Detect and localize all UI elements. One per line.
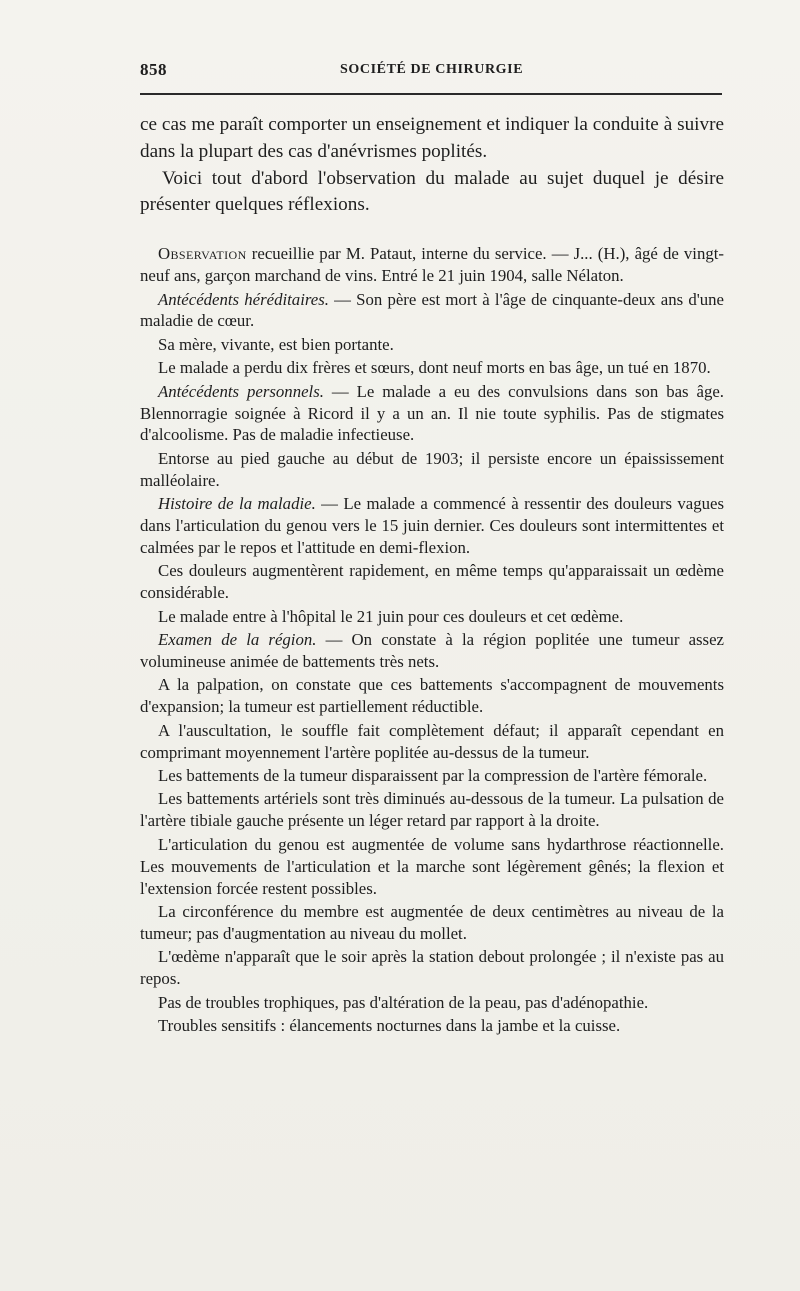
observation-paragraph: Examen de la région. — On constate à la région poplitée une tumeur assez volumineuse animée de battements très nets. xyxy=(140,630,724,671)
observation-paragraph: A l'auscultation, le souffle fait complètement défaut; il apparaît cependant en comprimant moyennement l'artère poplitée au-dessus de la tumeur. xyxy=(140,720,724,762)
observation-paragraph: Antécédents héréditaires. — Son père est mort à l'âge de cinquante-deux ans d'une maladie de cœur. xyxy=(140,289,724,331)
body-text xyxy=(140,112,724,1037)
observation-paragraph: Le malade entre à l'hôpital le 21 juin pour ces douleurs et cet œdème. xyxy=(158,606,624,626)
observation-paragraph: Entorse au pied gauche au début de 1903; il persiste encore un épaississement malléolaire. xyxy=(140,448,724,490)
observation-paragraph: La circonférence du membre est augmentée de deux centimètres au niveau de la tumeur; pas d'augmentation au niveau du mollet. xyxy=(140,901,724,943)
observation-paragraph: L'articulation du genou est augmentée de volume sans hydarthrose réactionnelle. Les mouvements de l'articulation et la marche sont légèrement gênés; la flexion et l'extension forcée restent possibles. xyxy=(140,834,724,898)
observation-paragraph: A la palpation, on constate que ces battements s'accompagnent de mouvements d'expansion; la tumeur est partiellement réductible. xyxy=(140,675,724,717)
observation-paragraph: Les battements artériels sont très diminués au-dessous de la tumeur. La pulsation de l'artère tibiale gauche présente un léger retard par rapport à la droite. xyxy=(140,789,724,831)
observation-paragraph: Ces douleurs augmentèrent rapidement, en même temps qu'apparaissait un œdème considérable. xyxy=(140,561,724,603)
observation-paragraph: Troubles sensitifs : élancements nocturnes dans la jambe et la cuisse. xyxy=(158,1016,621,1035)
observation-section xyxy=(140,243,724,1037)
header-rule xyxy=(140,93,722,95)
page-header xyxy=(140,60,722,84)
section-heading: Antécédents héréditaires. xyxy=(158,289,329,309)
observation-paragraph: Observation recueillie par M. Pataut, interne du service. — J... (H.), âgé de vingt-neuf ans, garçon marchand de vins. Entré le 21 juin 1904, salle Nélaton. xyxy=(140,244,724,286)
observation-paragraph: L'œdème n'apparaît que le soir après la station debout prolongée ; il n'existe pas au repos. xyxy=(140,947,724,989)
observation-paragraph: Sa mère, vivante, est bien portante. xyxy=(158,334,394,354)
observation-paragraph: Pas de troubles trophiques, pas d'altération de la peau, pas d'adénopathie. xyxy=(158,992,649,1012)
intro-section xyxy=(140,112,724,219)
observation-paragraph: Histoire de la maladie. — Le malade a commencé à ressentir des douleurs vagues dans l'articulation du genou vers le 15 juin dernier. Ces douleurs sont intermittentes et calmées par le repos et l'attitude en demi-flexion. xyxy=(140,494,724,557)
section-heading: Examen de la région. xyxy=(158,630,317,650)
observation-paragraph: Le malade a perdu dix frères et sœurs, dont neuf morts en bas âge, un tué en 1870. xyxy=(158,358,711,378)
observation-paragraph: Antécédents personnels. — Le malade a eu des convulsions dans son bas âge. Blennorragie soignée à Ricord il y a un an. Il nie toute syphilis. Pas de stigmates d'alcoolisme. Pas de maladie infectieuse. xyxy=(140,381,724,445)
intro-paragraph-2: Voici tout d'abord l'observation du malade au sujet duquel je désire présenter quelques réflexions. xyxy=(140,167,724,216)
observation-paragraph: Les battements de la tumeur disparaissent par la compression de l'artère fémorale. xyxy=(158,766,708,786)
page-number: 858 xyxy=(140,60,167,79)
running-title: SOCIÉTÉ DE CHIRURGIE xyxy=(340,62,524,77)
observation-heading: Observation xyxy=(158,244,247,264)
intro-paragraph-1: ce cas me paraît comporter un enseignement et indiquer la conduite à suivre dans la plupart des cas d'anévrismes poplités. xyxy=(140,114,724,162)
section-heading: Histoire de la maladie. xyxy=(158,494,316,514)
section-heading: Antécédents personnels. xyxy=(158,381,324,401)
